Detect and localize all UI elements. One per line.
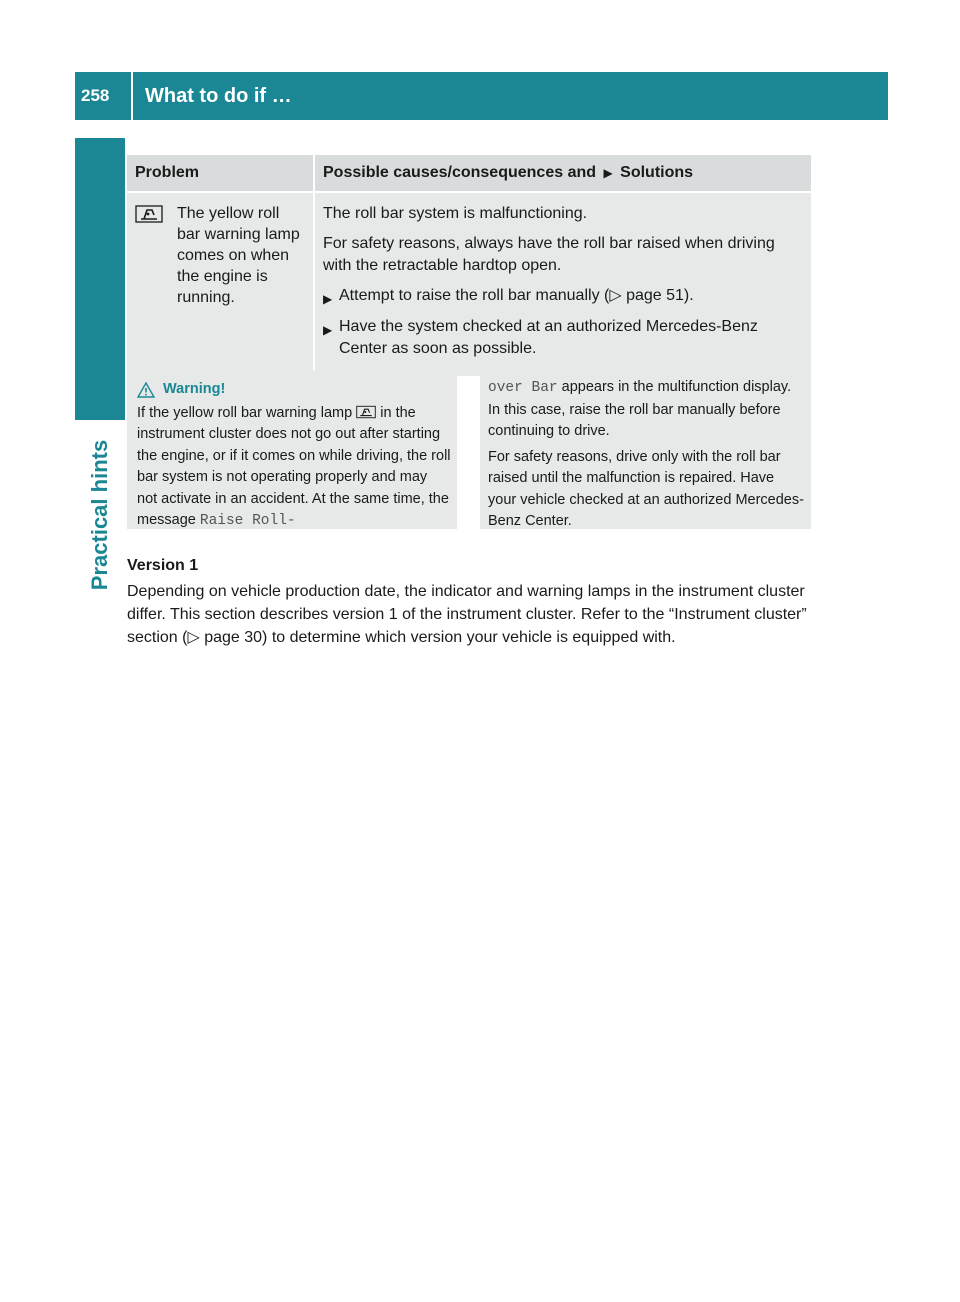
section-body: Depending on vehicle production date, the indicator and warning lamps in the instrument cluster differ. This section describes version 1 of the instrument cluster. Refer to the “Instrument cluster” section (▷ page 30) to determine which version your vehicle is equipped with.	[127, 583, 807, 646]
column-header-solutions-label: Solutions	[620, 164, 694, 181]
column-header-problem: Problem	[127, 155, 314, 192]
section-label-text: Practical hints	[87, 439, 113, 591]
warning-text-continued: in the instrument cluster does not go out after starting the engine, or if it comes on while driving, the roll bar system is not operating properly and may not activate in an accident. At the same time, the message	[137, 404, 451, 528]
warning-text-after-message: appears in the multifunction display. In this case, raise the roll bar manually before continuing to drive.	[488, 379, 792, 439]
cause-text: The roll bar system is malfunctioning.	[323, 205, 588, 222]
rollbar-warning-icon	[135, 205, 163, 223]
step-text: Have the system checked at an authorized Mercedes-Benz Center as soon as possible.	[339, 318, 758, 357]
warning-text: If the yellow roll bar warning lamp	[137, 404, 353, 421]
action-arrow-icon: ▶	[323, 323, 333, 337]
warning-title-text: Warning!	[163, 381, 226, 397]
display-message: Raise Roll-	[199, 513, 296, 529]
page-title: What to do if …	[145, 84, 292, 107]
display-message-continued: over Bar	[488, 380, 558, 396]
problem-description: The yellow roll bar warning lamp comes on when the engine is running.	[177, 205, 300, 306]
page-header	[75, 72, 888, 120]
warning-triangle-icon	[137, 382, 155, 398]
problem-table	[127, 155, 811, 376]
table-header-row	[127, 155, 811, 192]
action-arrow-icon: ▶	[603, 166, 613, 180]
warning-box	[127, 371, 457, 529]
solutions-cell	[314, 192, 811, 376]
column-header-solutions-text: Possible causes/consequences and	[323, 164, 597, 181]
action-arrow-icon: ▶	[323, 292, 333, 306]
step-text: Attempt to raise the roll bar manually (▷ page 51).	[339, 287, 694, 304]
table-row	[127, 192, 811, 376]
list-item	[323, 316, 803, 360]
safety-note: For safety reasons, always have the roll bar raised when driving with the retractable hardtop open.	[323, 235, 775, 274]
section-heading: Version 1	[127, 557, 199, 574]
warning-box-continued	[480, 371, 811, 529]
list-item	[323, 285, 803, 310]
section-tab-label	[75, 420, 125, 610]
column-header-solutions	[314, 155, 811, 192]
warning-text-part2	[488, 377, 805, 443]
page-number: 258	[81, 86, 110, 105]
warning-text-safety: For safety reasons, drive only with the roll bar raised until the malfunction is repaired. Have your vehicle checked at an authorized Mercedes-Benz Center.	[488, 448, 804, 529]
warning-title	[137, 379, 451, 401]
section-tab	[75, 138, 125, 420]
problem-cell	[127, 192, 314, 376]
rollbar-warning-icon	[356, 405, 376, 419]
